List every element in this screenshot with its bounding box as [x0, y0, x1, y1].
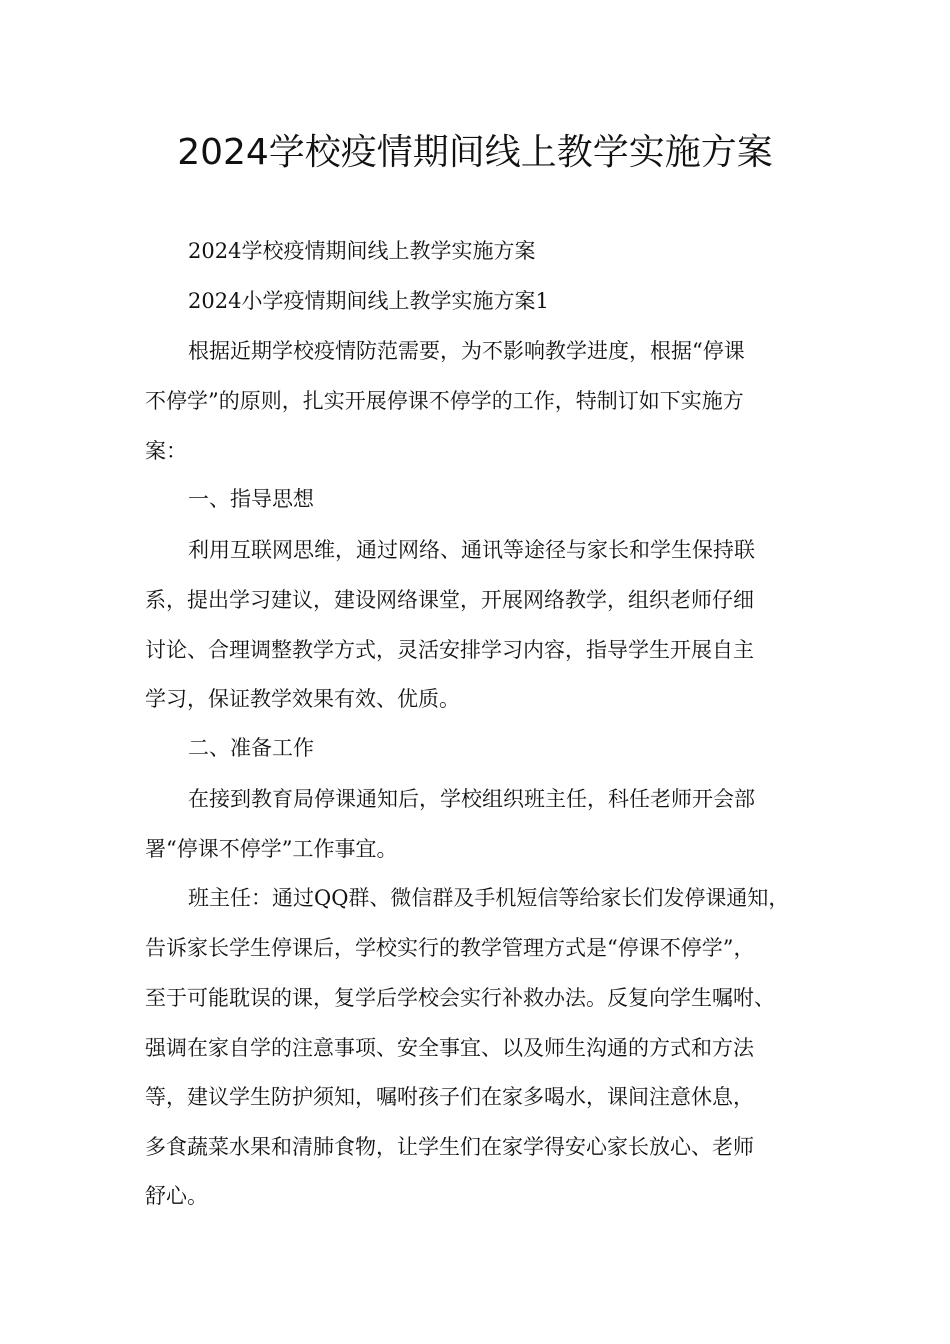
paragraph-line: 不停学”的原则，扎实开展停课不停学的工作，特制订如下实施方 [145, 389, 744, 413]
paragraph-line: 多食蔬菜水果和清肺食物，让学生们在家学得安心家长放心、老师 [145, 1135, 754, 1159]
paragraph-line: 班主任：通过QQ群、微信群及手机短信等给家长们发停课通知， [188, 886, 790, 910]
paragraph-line: 舒心。 [145, 1184, 208, 1208]
paragraph-line: 学习，保证教学效果有效、优质。 [145, 687, 460, 711]
paragraph-line: 在接到教育局停课通知后，学校组织班主任，科任老师开会部 [188, 787, 755, 811]
doc-subtitle-2: 2024小学疫情期间线上教学实施方案1 [188, 289, 549, 313]
paragraph-line: 系，提出学习建议，建设网络课堂，开展网络教学，组织老师仔细 [145, 588, 754, 612]
paragraph-line: 告诉家长学生停课后，学校实行的教学管理方式是“停课不停学”， [145, 936, 755, 960]
paragraph-line: 根据近期学校疫情防范需要，为不影响教学进度，根据“停课 [188, 339, 745, 363]
paragraph-line: 利用互联网思维，通过网络、通讯等途径与家长和学生保持联 [188, 538, 755, 562]
document-title: 2024学校疫情期间线上教学实施方案 [177, 132, 773, 173]
paragraph-line: 至于可能耽误的课，复学后学校会实行补救办法。反复向学生嘱咐、 [145, 986, 775, 1010]
section-heading-preparation: 二、准备工作 [188, 736, 314, 760]
doc-subtitle-1: 2024学校疫情期间线上教学实施方案 [188, 239, 536, 263]
section-heading-guiding-ideology: 一、指导思想 [188, 487, 314, 511]
paragraph-line: 强调在家自学的注意事项、安全事宜、以及师生沟通的方式和方法 [145, 1036, 754, 1060]
paragraph-line: 讨论、合理调整教学方式，灵活安排学习内容，指导学生开展自主 [145, 638, 754, 662]
paragraph-line: 案： [145, 439, 187, 463]
paragraph-line: 等，建议学生防护须知，嘱咐孩子们在家多喝水，课间注意休息， [145, 1085, 754, 1109]
paragraph-line: 署“停课不停学”工作事宜。 [145, 837, 398, 861]
